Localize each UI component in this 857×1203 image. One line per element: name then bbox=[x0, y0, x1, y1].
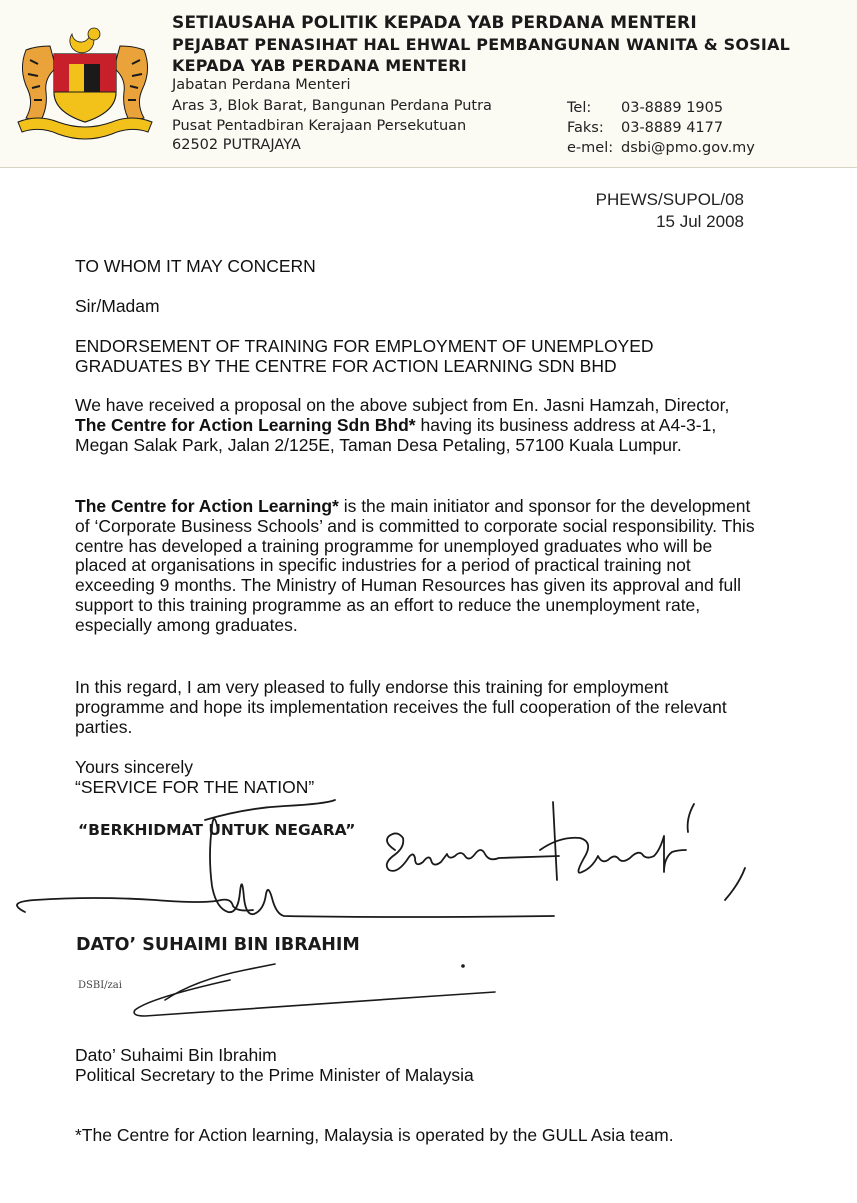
email-value: dsbi@pmo.gov.my bbox=[621, 140, 755, 156]
stamp-initials: DSBI/zai bbox=[78, 980, 122, 991]
stamp-signatory: DATO’ SUHAIMI BIN IBRAHIM bbox=[76, 935, 360, 955]
email-label: e-mel: bbox=[567, 140, 614, 156]
coat-of-arms-icon bbox=[10, 20, 160, 140]
signatory-name: Dato’ Suhaimi Bin Ibrahim bbox=[75, 1045, 277, 1065]
stamp-motto: “BERKHIDMAT UNTUK NEGARA” bbox=[78, 821, 356, 839]
greeting: Sir/Madam bbox=[75, 296, 160, 316]
fax-value: 03-8889 4177 bbox=[621, 120, 724, 136]
salutation-to: TO WHOM IT MAY CONCERN bbox=[75, 256, 316, 276]
reference-code: PHEWS/SUPOL/08 bbox=[595, 190, 744, 209]
org-line-3: KEPADA YAB PERDANA MENTERI bbox=[172, 56, 467, 75]
fax-label: Faks: bbox=[567, 120, 604, 136]
handwritten-signature bbox=[0, 790, 857, 1030]
tel-value: 03-8889 1905 bbox=[621, 100, 724, 116]
paragraph-3: In this regard, I am very pleased to fully endorse this training for employment programme and hope its implementation receives the full cooperation of the relevant parties. bbox=[75, 677, 727, 737]
signatory-title: Political Secretary to the Prime Minister of Malaysia bbox=[75, 1065, 474, 1085]
paragraph-1-start: We have received a proposal on the above subject from En. Jasni Hamzah, Director, bbox=[75, 395, 730, 415]
tel-label: Tel: bbox=[567, 100, 592, 116]
contact-email bbox=[567, 140, 755, 156]
footnote: *The Centre for Action learning, Malaysia is operated by the GULL Asia team. bbox=[75, 1125, 674, 1145]
address-line-4: 62502 PUTRAJAYA bbox=[172, 137, 301, 153]
paragraph-1-end: having its business address at A4-3-1, Megan Salak Park, Jalan 2/125E, Taman Desa Petaling, 57100 Kuala Lumpur. bbox=[75, 414, 717, 455]
contact-tel bbox=[567, 100, 723, 116]
address-line-2: Aras 3, Blok Barat, Bangunan Perdana Putra bbox=[172, 98, 492, 114]
closing-motto: “SERVICE FOR THE NATION” bbox=[75, 776, 315, 797]
company-name-bold: The Centre for Action Learning Sdn Bhd* bbox=[75, 414, 416, 435]
paragraph-2-text: is the main initiator and sponsor for the development of ‘Corporate Business Schools’ and is committed to corporate social responsibility. This centre has developed a training programme for unemployed graduates who will be placed at organisations in specific industries for a period of practical training not exceeding 9 months. The Ministry of Human Resources has given its approval and full support to this training programme as an effort to reduce the unemployment rate, especially among graduates. bbox=[75, 496, 755, 635]
address-line-3: Pusat Pentadbiran Kerajaan Persekutuan bbox=[172, 118, 467, 134]
signature-block bbox=[75, 1045, 474, 1085]
letter-date: 15 Jul 2008 bbox=[656, 212, 744, 231]
org-line-2: PEJABAT PENASIHAT HAL EHWAL PEMBANGUNAN WANITA & SOSIAL bbox=[172, 35, 791, 54]
address-line-1: Jabatan Perdana Menteri bbox=[172, 77, 351, 93]
letterhead bbox=[0, 0, 857, 168]
paragraph-2 bbox=[75, 497, 755, 636]
org-line-1: SETIAUSAHA POLITIK KEPADA YAB PERDANA MENTERI bbox=[172, 13, 697, 33]
contact-fax bbox=[567, 120, 723, 136]
paragraph-1 bbox=[75, 396, 755, 455]
centre-name-bold: The Centre for Action Learning* bbox=[75, 496, 339, 516]
subject-line: ENDORSEMENT OF TRAINING FOR EMPLOYMENT OF UNEMPLOYED GRADUATES BY THE CENTRE FOR ACTION LEARNING SDN BHD bbox=[75, 336, 654, 376]
closing: Yours sincerely bbox=[75, 757, 194, 777]
